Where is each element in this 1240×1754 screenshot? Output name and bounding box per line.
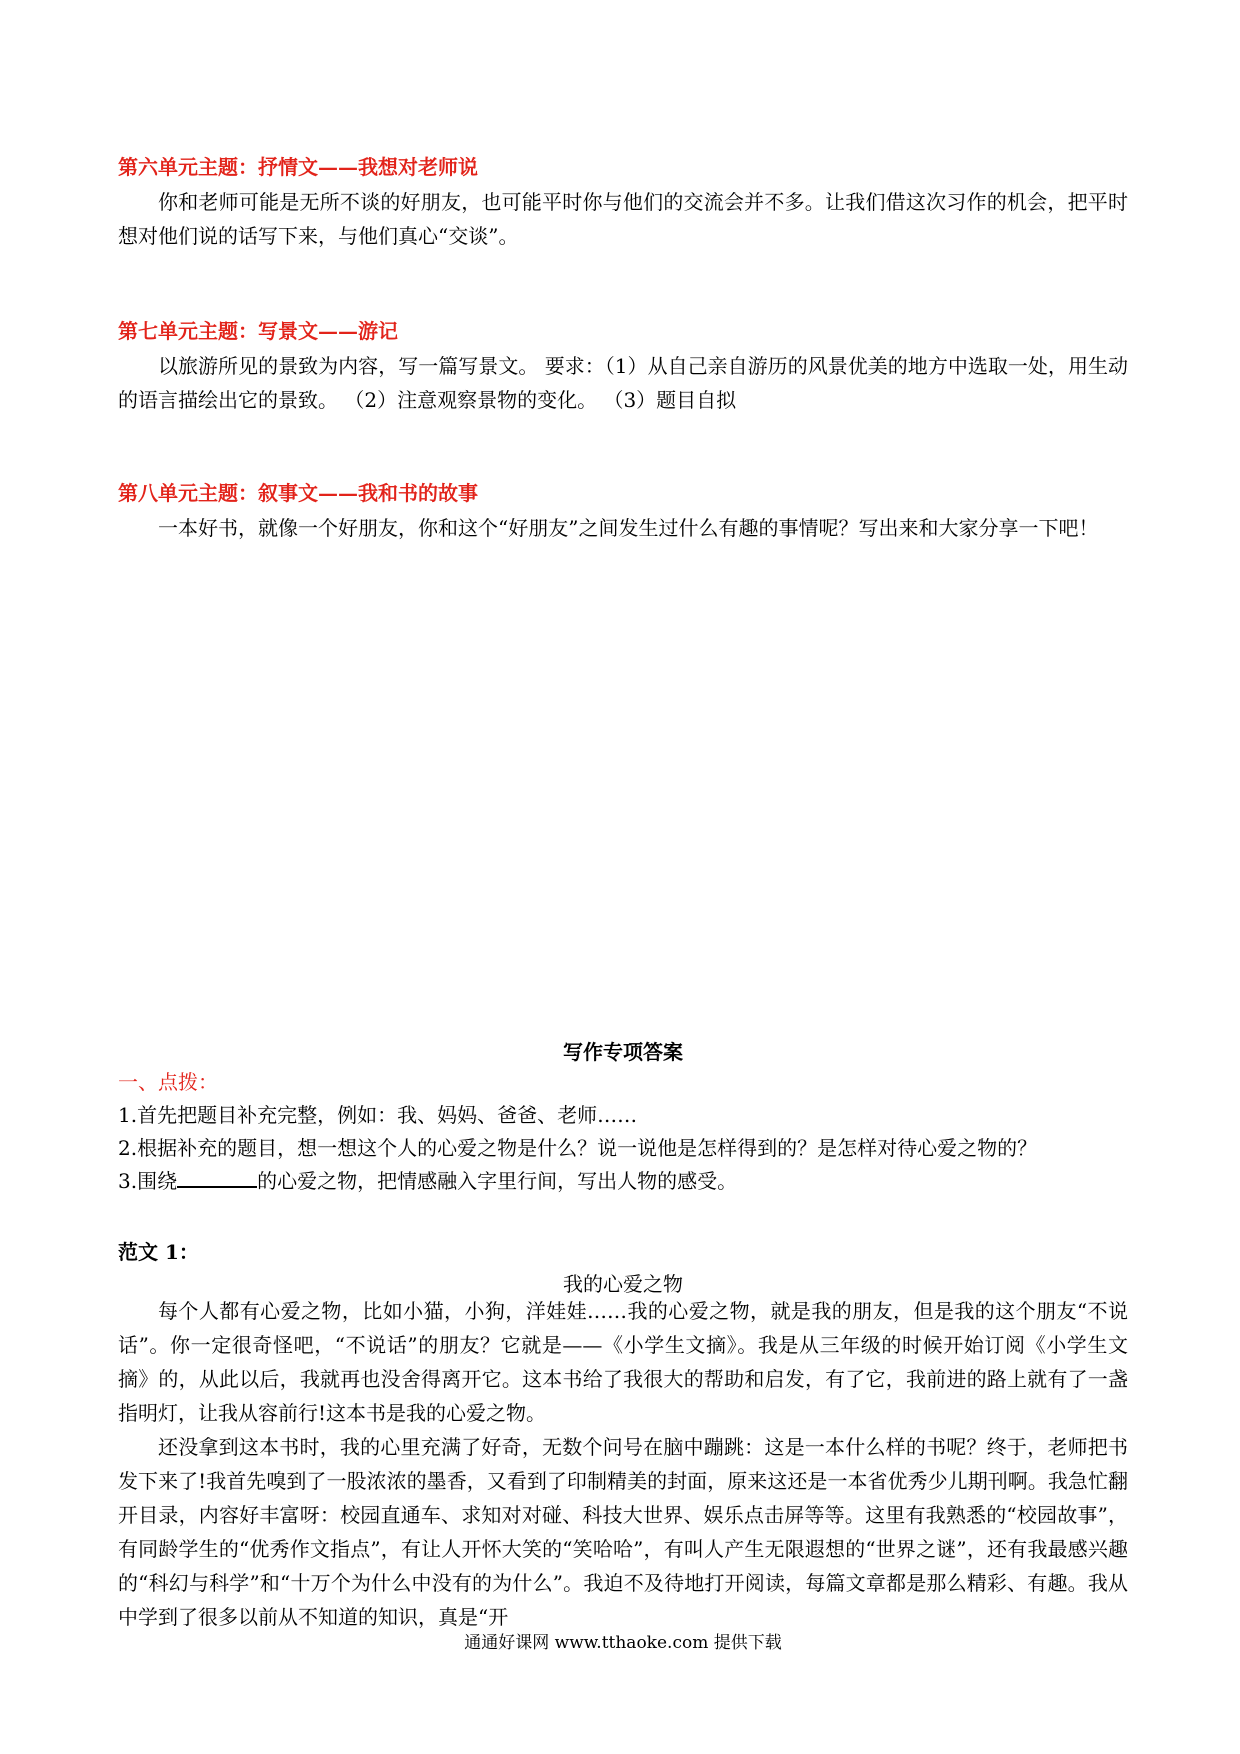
essay-paragraph-1: 每个人都有心爱之物，比如小猫，小狗，洋娃娃……我的心爱之物，就是我的朋友，但是我的这个朋友“不说话”。你一定很奇怪吧，“不说话”的朋友？它就是——《小学生文摘》。我是从三年级的时候开始订阅《小学生文摘》的，从此以后，我就再也没舍得离开它。这本书给了我很大的帮助和启发，有了它，我前进的路上就有了一盏指明灯，让我从容前行!这本书是我的心爱之物。 [118, 1299, 1128, 1425]
tip-1: 1.首先把题目补充完整，例如：我、妈妈、爸爸、老师…… [118, 1103, 638, 1127]
tip-3-prefix: 3.围绕 [118, 1169, 178, 1193]
unit-7-heading: 第七单元主题：写景文——游记 [118, 319, 398, 343]
sample-label: 范文 1： [118, 1240, 199, 1264]
tip-3-suffix: 的心爱之物，把情感融入字里行间，写出人物的感受。 [257, 1169, 738, 1193]
unit-6-heading: 第六单元主题：抒情文——我想对老师说 [118, 155, 478, 179]
unit-8-body: 一本好书，就像一个好朋友，你和这个“好朋友”之间发生过什么有趣的事情呢？写出来和大家分享一下吧！ [158, 516, 1099, 540]
tips-heading: 一、点拨： [118, 1070, 218, 1094]
essay-title: 我的心爱之物 [563, 1272, 683, 1296]
fill-in-blank [177, 1168, 257, 1188]
answers-title: 写作专项答案 [563, 1040, 683, 1064]
unit-6-body: 你和老师可能是无所不谈的好朋友，也可能平时你与他们的交流会并不多。让我们借这次习作的机会，把平时想对他们说的话写下来，与他们真心“交谈”。 [118, 190, 1128, 248]
essay-paragraph-2: 还没拿到这本书时，我的心里充满了好奇，无数个问号在脑中蹦跳：这是一本什么样的书呢？终于，老师把书发下来了!我首先嗅到了一股浓浓的墨香，又看到了印制精美的封面，原来这还是一本省优秀少儿期刊啊。我急忙翻开目录，内容好丰富呀：校园直通车、求知对对碰、科技大世界、娱乐点击屏等等。这里有我熟悉的“校园故事”，有同龄学生的“优秀作文指点”，有让人开怀大笑的“笑哈哈”，有叫人产生无限遐想的“世界之谜”，还有我最感兴趣的“科幻与科学”和“十万个为什么中没有的为什么”。我迫不及待地打开阅读，每篇文章都是那么精彩、有趣。我从中学到了很多以前从不知道的知识，真是“开 [118, 1435, 1128, 1629]
unit-7-body: 以旅游所见的景致为内容，写一篇写景文。 要求：（1）从自己亲自游历的风景优美的地方中选取一处，用生动的语言描绘出它的景致。 （2）注意观察景物的变化。 （3）题目自拟 [118, 354, 1128, 412]
page-footer: 通通好课网 www.tthaoke.com 提供下载 [464, 1633, 782, 1653]
tip-2: 2.根据补充的题目，想一想这个人的心爱之物是什么？说一说他是怎样得到的？是怎样对待心爱之物的？ [118, 1136, 1038, 1160]
unit-8-heading: 第八单元主题：叙事文——我和书的故事 [118, 481, 478, 505]
tip-3 [118, 1164, 737, 1198]
